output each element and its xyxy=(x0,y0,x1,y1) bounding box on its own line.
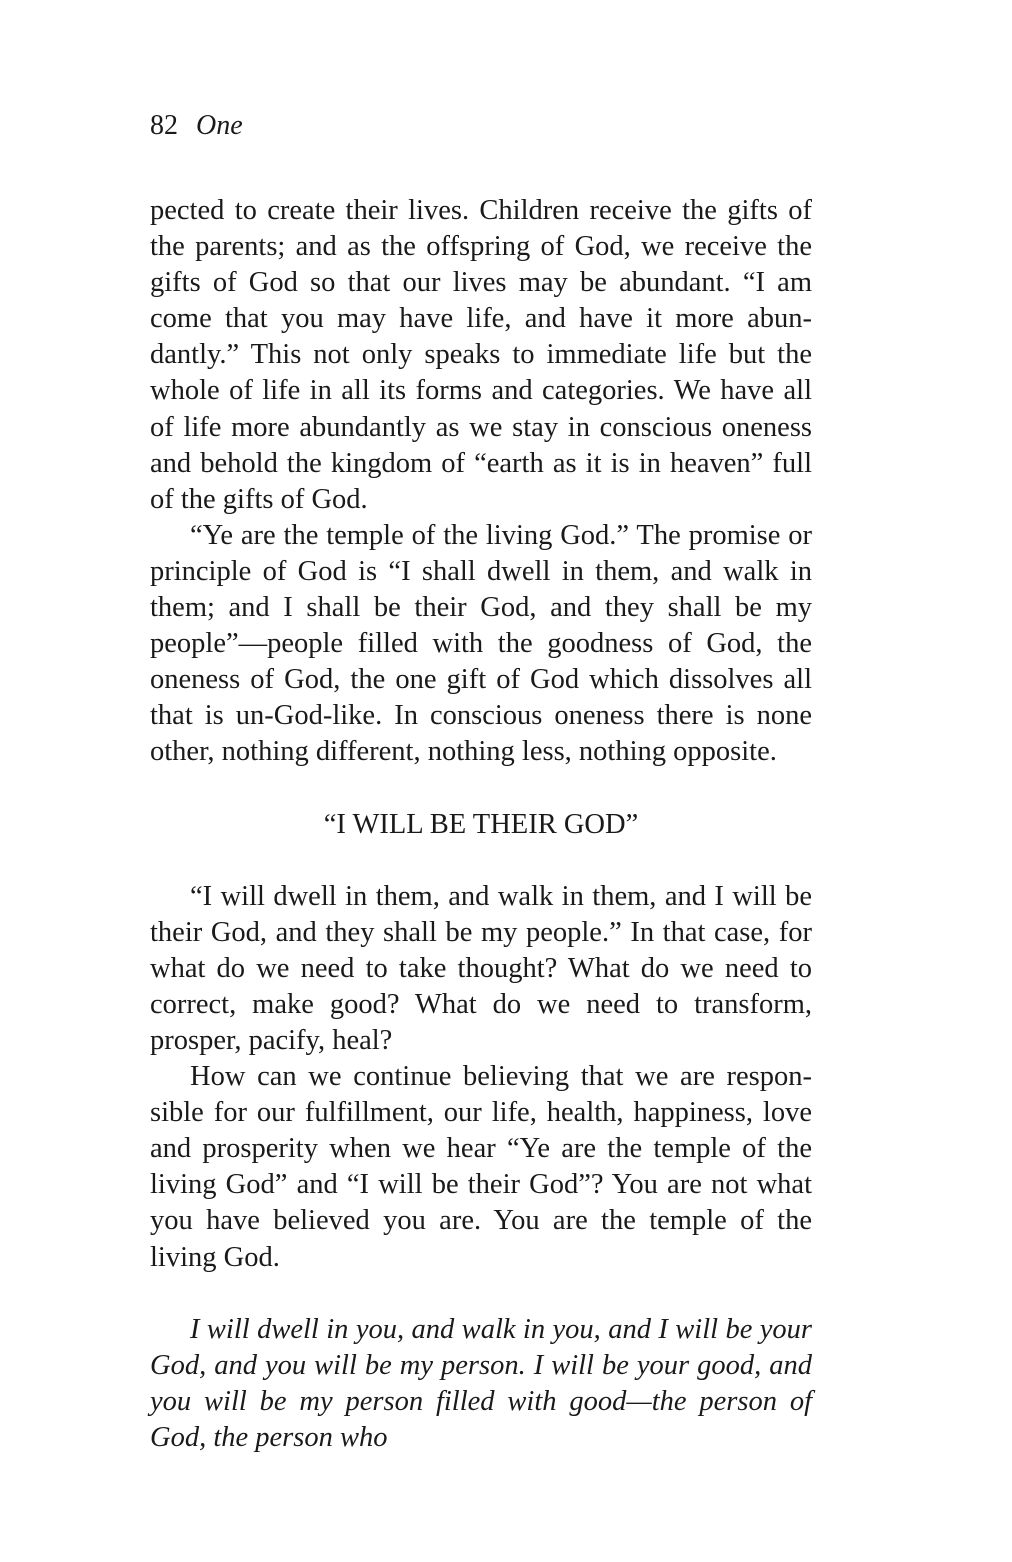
paragraph-3: “I will dwell in them, and walk in them, and I will be their God, and they shall be my people.” In that case, for what do we need to take thought? What do we need to correct, make good? What do we need to transform, prosper, pacify, heal? xyxy=(150,880,812,1056)
paragraph-1: pected to create their lives. Children receive the gifts of the parents; and as the offspring of God, we receive the gifts of God so that our lives may be abundant. “I am come that you may have life, and have it more abundantly.” This not only speaks to immediate life but the whole of life in all its forms and categories. We have all of life more abundantly as we stay in conscious oneness and behold the kingdom of “earth as it is in heaven” full of the gifts of God. xyxy=(150,195,812,515)
section-subheading: “I WILL BE THEIR GOD” xyxy=(323,808,639,840)
section-title: One xyxy=(196,110,243,141)
paragraph-4: How can we continue believing that we are responsible for our fulfillment, our life, health, happiness, love and prosperity when we hear “Ye are the temple of the living God” and “I will be their God”? You are not what you have believed you are. You are the temple of the living God. xyxy=(150,1061,812,1273)
italic-passage: I will dwell in you, and walk in you, and I will be your God, and you will be my person. I will be your good, and you will be my person filled with good—the person of God, the person who xyxy=(150,1313,812,1453)
paragraph-2: “Ye are the temple of the living God.” The promise or principle of God is “I shall dwell in them, and walk in them; and I shall be their God, and they shall be my people”—people filled with the goodness of God, the oneness of God, the one gift of God which dissolves all that is un-God-like. In conscious oneness there is none other, nothing different, nothing less, nothing opposite. xyxy=(150,519,812,768)
running-head xyxy=(150,108,243,144)
page-number: 82 xyxy=(150,110,178,141)
body-text xyxy=(150,193,812,1456)
